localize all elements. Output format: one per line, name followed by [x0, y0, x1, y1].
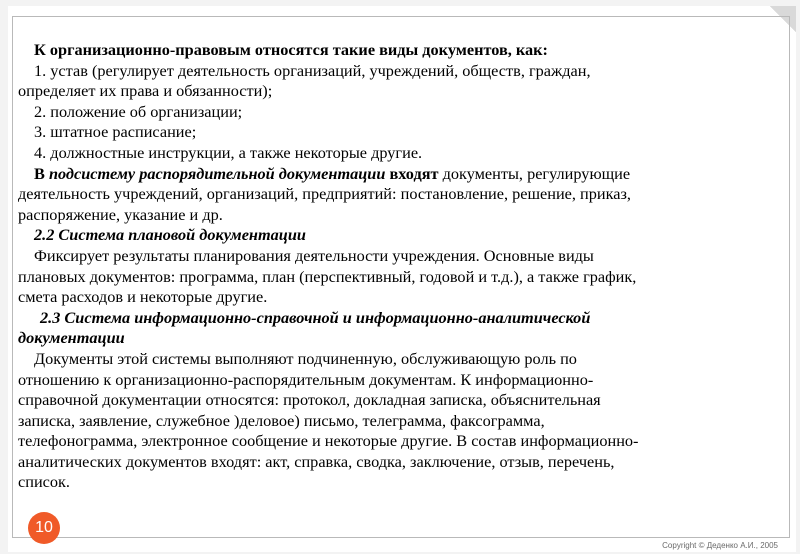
section-2-3-line-1: Документы этой системы выполняют подчиненную, обслуживающую роль по	[34, 348, 577, 368]
copyright-notice: Copyright © Деденко А.И., 2005	[662, 541, 778, 550]
section-2-3-line-6: аналитических документов входят: акт, справка, сводка, заключение, отзыв, перечень,	[18, 451, 615, 471]
slide-text	[18, 40, 788, 493]
list-item-4: 4. должностные инструкции, а также некоторые другие.	[34, 142, 423, 162]
intro-heading: К организационно-правовым относятся такие виды документов, как:	[34, 40, 548, 59]
section-2-3-line-7: список.	[18, 472, 70, 492]
subsystem-lead: В	[34, 163, 49, 183]
slide	[8, 6, 796, 552]
section-2-2-title: 2.2 Система плановой документации	[34, 225, 306, 245]
list-item-1-cont: определяет их права и обязанности);	[18, 81, 273, 101]
subsystem-paragraph	[18, 164, 788, 185]
section-2-3-line-3: справочной документации относятся: протокол, докладная записка, объяснительная	[18, 390, 601, 410]
section-2-3-line-5: телефонограмма, электронное сообщение и некоторые другие. В состав информационно-	[18, 431, 639, 451]
subsystem-rest: документы, регулирующие	[438, 163, 631, 183]
subsystem-line-2: деятельность учреждений, организаций, предприятий: постановление, решение, приказ,	[18, 184, 631, 204]
section-2-2-line-1: Фиксирует результаты планирования деятельности учреждения. Основные виды	[34, 245, 594, 265]
list-item-1: 1. устав (регулирует деятельность организаций, учреждений, обществ, граждан,	[34, 60, 591, 80]
section-2-3-title: 2.3 Система информационно-справочной и информационно-аналитической	[40, 307, 591, 327]
section-2-3-line-4: записка, заявление, служебное )деловое) письмо, телеграмма, факсограмма,	[18, 410, 545, 430]
slide-number-badge: 10	[28, 512, 60, 544]
subsystem-verb: входят	[385, 163, 439, 183]
subsystem-term: подсистему распорядительной документации	[48, 163, 386, 183]
section-2-2-line-2: плановых документов: программа, план (перспективный, годовой и т.д.), а также график,	[18, 266, 637, 286]
list-item-2: 2. положение об организации;	[34, 101, 243, 121]
list-item-3: 3. штатное расписание;	[34, 122, 197, 142]
subsystem-line-3: распоряжение, указание и др.	[18, 204, 223, 224]
section-2-3-line-2: отношению к организационно-распорядительным документам. К информационно-	[18, 369, 594, 389]
section-2-2-line-3: смета расходов и некоторые другие.	[18, 287, 268, 307]
section-2-3-title-cont: документации	[18, 328, 125, 348]
